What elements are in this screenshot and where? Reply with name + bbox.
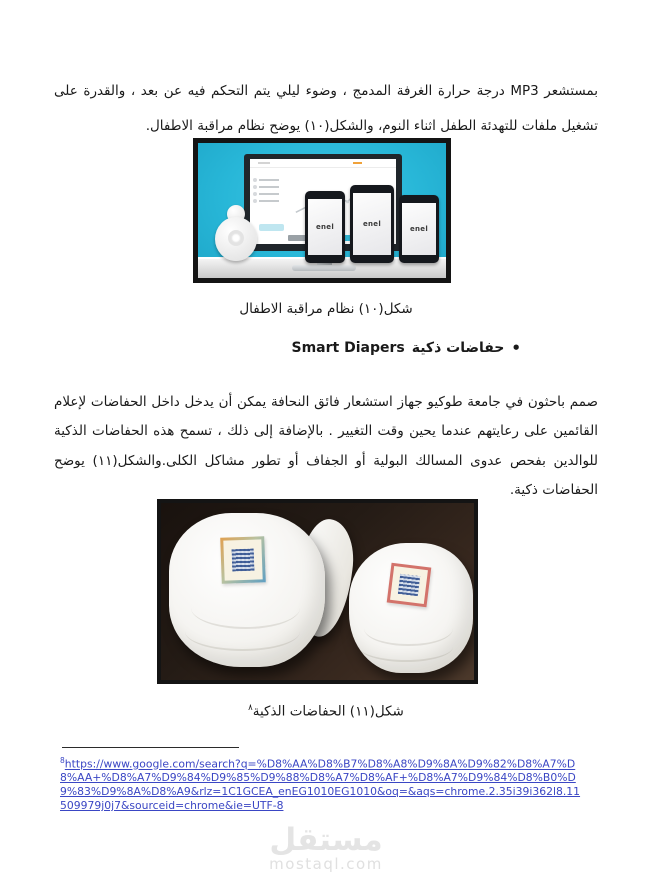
heading-arabic: حفاضات ذكية	[411, 340, 505, 356]
smartphone	[350, 185, 394, 263]
qr-label-left	[220, 536, 266, 584]
footnote-marker: 8	[60, 756, 65, 765]
phone-brand-label: enel	[315, 223, 335, 231]
figure-baby-monitor-system	[193, 138, 451, 283]
phone-screen	[308, 199, 342, 255]
qr-code-icon	[398, 574, 420, 596]
screen-alert-dash	[353, 162, 362, 164]
footnote-link[interactable]: https://www.google.com/search?q=%D8%AA%D8%B7%D8%A8%D9%8A%D9%82%D8%A7%D8%AA+%D8%A7%D9%84%D9%85%D9%88%D8%A7%D8%AF+%D8%A7%D9%84%D8%B0%D9%83%D9%8A%D8%A9&rlz=1C1GCEA_enEG1010EG1010&oq=&aqs=chrome.2.35i39i362l8.11509979j0j7&sourceid=chrome&ie=UTF-8	[60, 757, 581, 812]
baby-camera-device	[214, 213, 258, 265]
figure-smart-diapers	[157, 499, 478, 684]
figure11-caption: شكل(١١) الحفاضات الذكية$^٨$	[248, 703, 404, 720]
heading-english: Smart Diapers	[291, 340, 405, 356]
diaper-wrinkle	[185, 612, 300, 651]
smart-diapers-heading	[292, 340, 522, 356]
qr-code-icon	[232, 549, 255, 572]
phone-brand-label: enel	[362, 220, 382, 228]
camera-lens	[228, 230, 244, 246]
smartphone	[305, 191, 345, 263]
paragraph-baby-monitor: بمستشعر MP3 درجة حرارة الغرفة المدمج ، وضوء ليلي يتم التحكم فيه عن بعد ، والقدرة على تشغيل ملفات للتهدئة الطفل اثناء النوم، والشكل(١٠) يوضح نظام مراقبة الاطفال.	[54, 82, 598, 134]
watermark	[0, 824, 652, 872]
diaper-wrinkle	[359, 631, 453, 662]
camera-body	[215, 217, 257, 261]
phone-screen	[402, 203, 436, 255]
figure10-caption: شكل(١٠) نظام مراقبة الاطفال	[239, 301, 413, 317]
diaper-right	[349, 543, 473, 673]
screen-sidebar-list	[259, 174, 279, 207]
paragraph-smart-diapers: صمم باحثون في جامعة طوكيو جهاز استشعار فائق النحافة يمكن أن يدخل داخل الحفاضات لإعلام القائمين على رعايتهم عندما يحين وقت التغيير . بالإضافة إلى ذلك ، تسمح هذه الحفاضات الذكية للوالدين بفحص عدوى المسالك البولية أو الجفاف أو تطور مشاكل الكلى.والشكل(١١) يوضح الحفاضات ذكية.	[54, 393, 599, 498]
diaper-left	[169, 513, 325, 667]
monitor-stand-base	[292, 265, 356, 271]
watermark-domain: mostaql.com	[269, 855, 383, 873]
footnote-reference: ٨	[248, 703, 253, 713]
screen-menu-bar	[258, 162, 270, 164]
screen-topbar	[250, 159, 396, 168]
phone-screen	[353, 193, 391, 255]
watermark-logo: مستقل	[269, 822, 383, 858]
footnote	[60, 754, 582, 813]
screen-teal-button	[259, 224, 284, 231]
bullet-icon: •	[511, 339, 521, 357]
smartphone	[399, 195, 439, 263]
phone-brand-label: enel	[409, 225, 429, 233]
qr-label-right	[387, 563, 432, 608]
smartphones-group	[305, 185, 439, 263]
footnote-separator	[62, 747, 239, 748]
